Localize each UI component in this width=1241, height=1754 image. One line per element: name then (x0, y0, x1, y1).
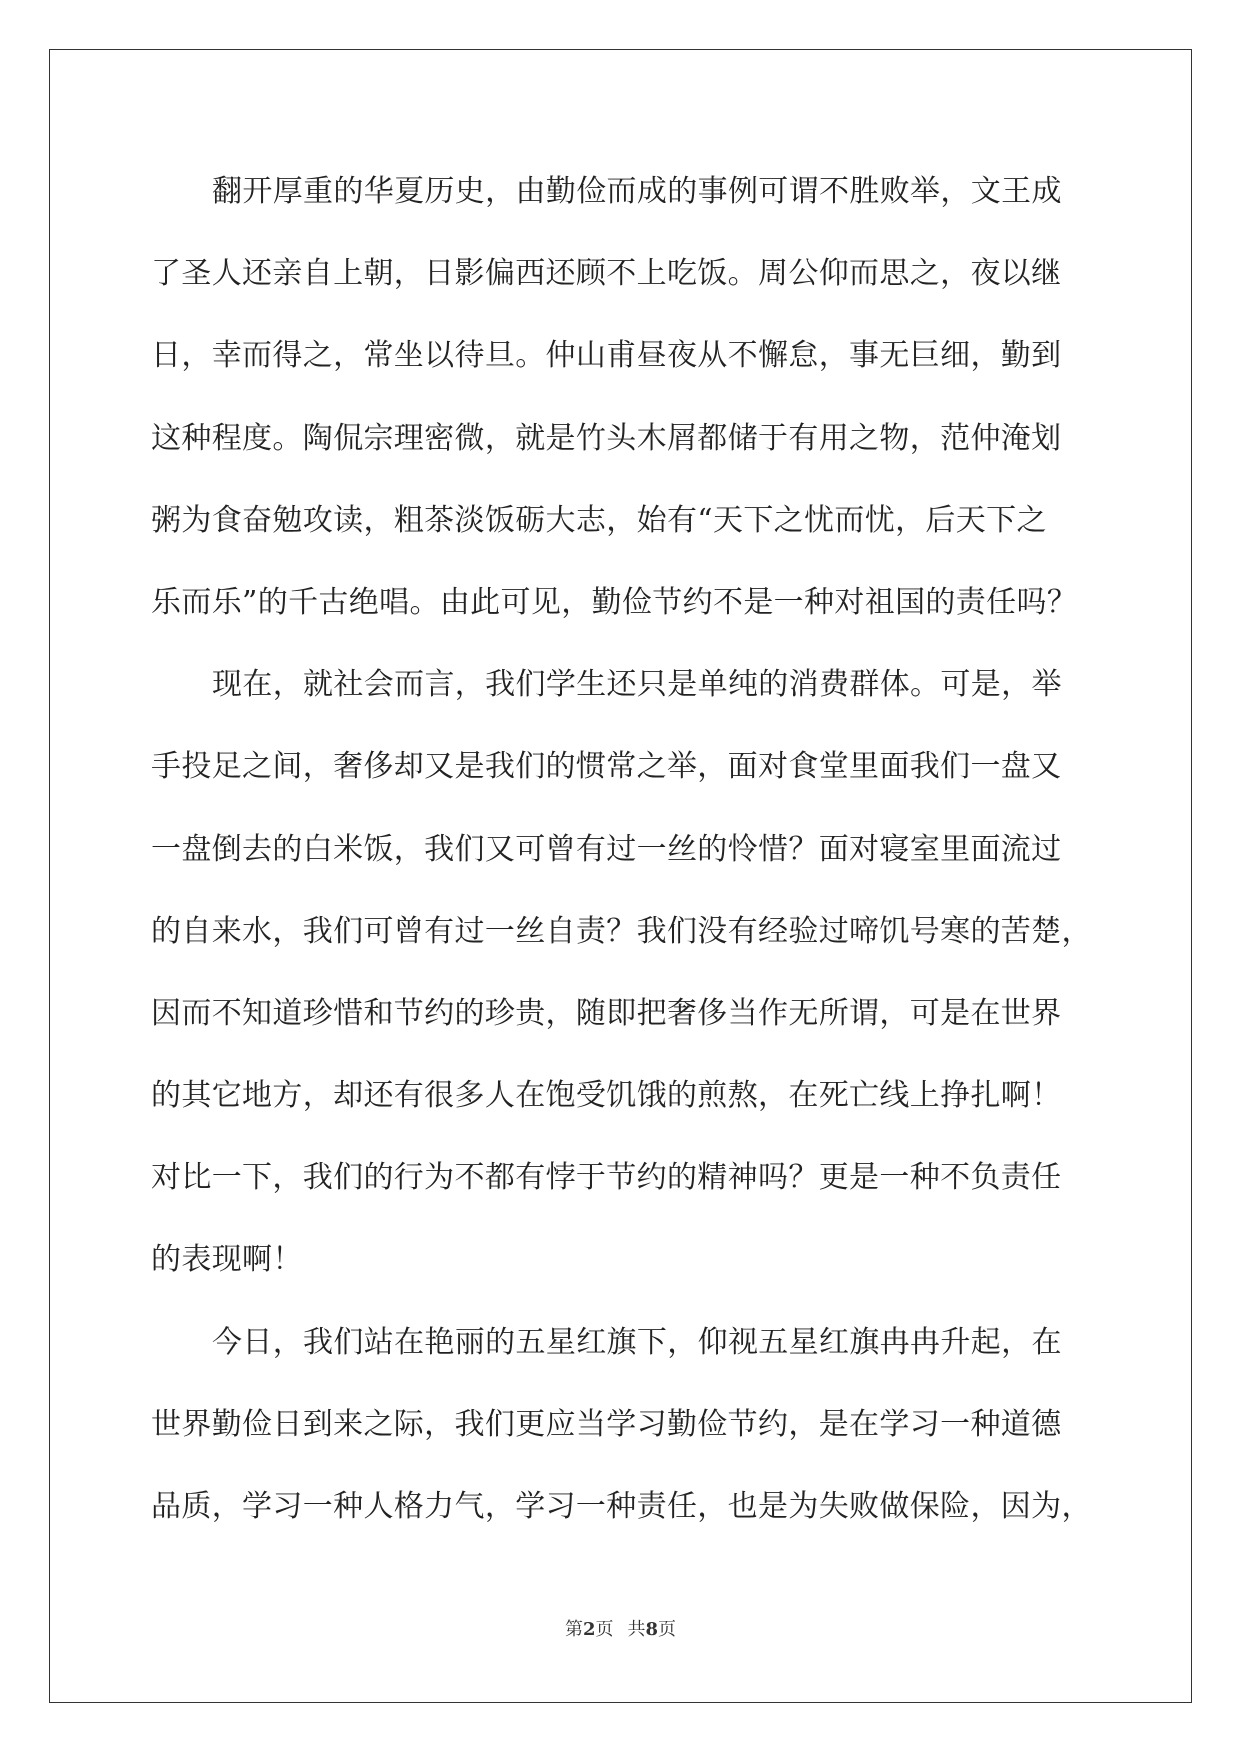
paragraph-line: 一盘倒去的白米饭，我们又可曾有过一丝的怜惜？面对寝室里面流过 (151, 831, 1062, 867)
paragraph-line: 粥为食奋勉攻读，粗茶淡饭砺大志，始有“天下之忧而忧，后天下之 (151, 502, 1047, 538)
paragraph-line: 这种程度。陶侃宗理密微，就是竹头木屑都储于有用之物，范仲淹划 (151, 420, 1062, 456)
total-pages: 8 (645, 1619, 659, 1640)
total-label-suffix: 页 (658, 1619, 677, 1640)
page-label-prefix: 第 (564, 1619, 583, 1640)
page-label-suffix: 页 (595, 1619, 614, 1640)
paragraph-line: 今日，我们站在艳丽的五星红旗下，仰视五星红旗冉冉升起，在 (212, 1324, 1062, 1360)
paragraph-line: 品质，学习一种人格力气，学习一种责任，也是为失败做保险，因为， (151, 1489, 1092, 1524)
paragraph-line: 因而不知道珍惜和节约的珍贵，随即把奢侈当作无所谓，可是在世界 (151, 995, 1062, 1031)
document-body (151, 162, 1091, 1559)
paragraph-line: 的自来水，我们可曾有过一丝自责？我们没有经验过啼饥号寒的苦楚， (151, 913, 1092, 949)
paragraph-line: 乐而乐”的千古绝唱。由此可见，勤俭节约不是一种对祖国的责任吗？ (151, 584, 1078, 620)
paragraph-line: 对比一下，我们的行为不都有悖于节约的精神吗？更是一种不负责任 (151, 1160, 1062, 1196)
paragraph-line: 现在，就社会而言，我们学生还只是单纯的消费群体。可是，举 (212, 667, 1062, 703)
paragraph-line: 世界勤俭日到来之际，我们更应当学习勤俭节约，是在学习一种道德 (151, 1406, 1062, 1442)
page-footer (0, 1615, 1241, 1641)
paragraph-line: 的其它地方，却还有很多人在饱受饥饿的煎熬，在死亡线上挣扎啊！ (151, 1078, 1062, 1114)
paragraph-line: 了圣人还亲自上朝，日影偏西还顾不上吃饭。周公仰而思之，夜以继 (151, 256, 1062, 292)
paragraph-line: 日，幸而得之，常坐以待旦。仲山甫昼夜从不懈怠，事无巨细，勤到 (151, 338, 1062, 374)
paragraph-line: 的表现啊！ (151, 1242, 303, 1278)
paragraph-line: 翻开厚重的华夏历史，由勤俭而成的事例可谓不胜败举，文王成 (212, 174, 1062, 209)
page-number: 2 (582, 1619, 596, 1640)
total-label-prefix: 共 (627, 1619, 646, 1640)
paragraph-line: 手投足之间，奢侈却又是我们的惯常之举，面对食堂里面我们一盘又 (151, 749, 1062, 785)
